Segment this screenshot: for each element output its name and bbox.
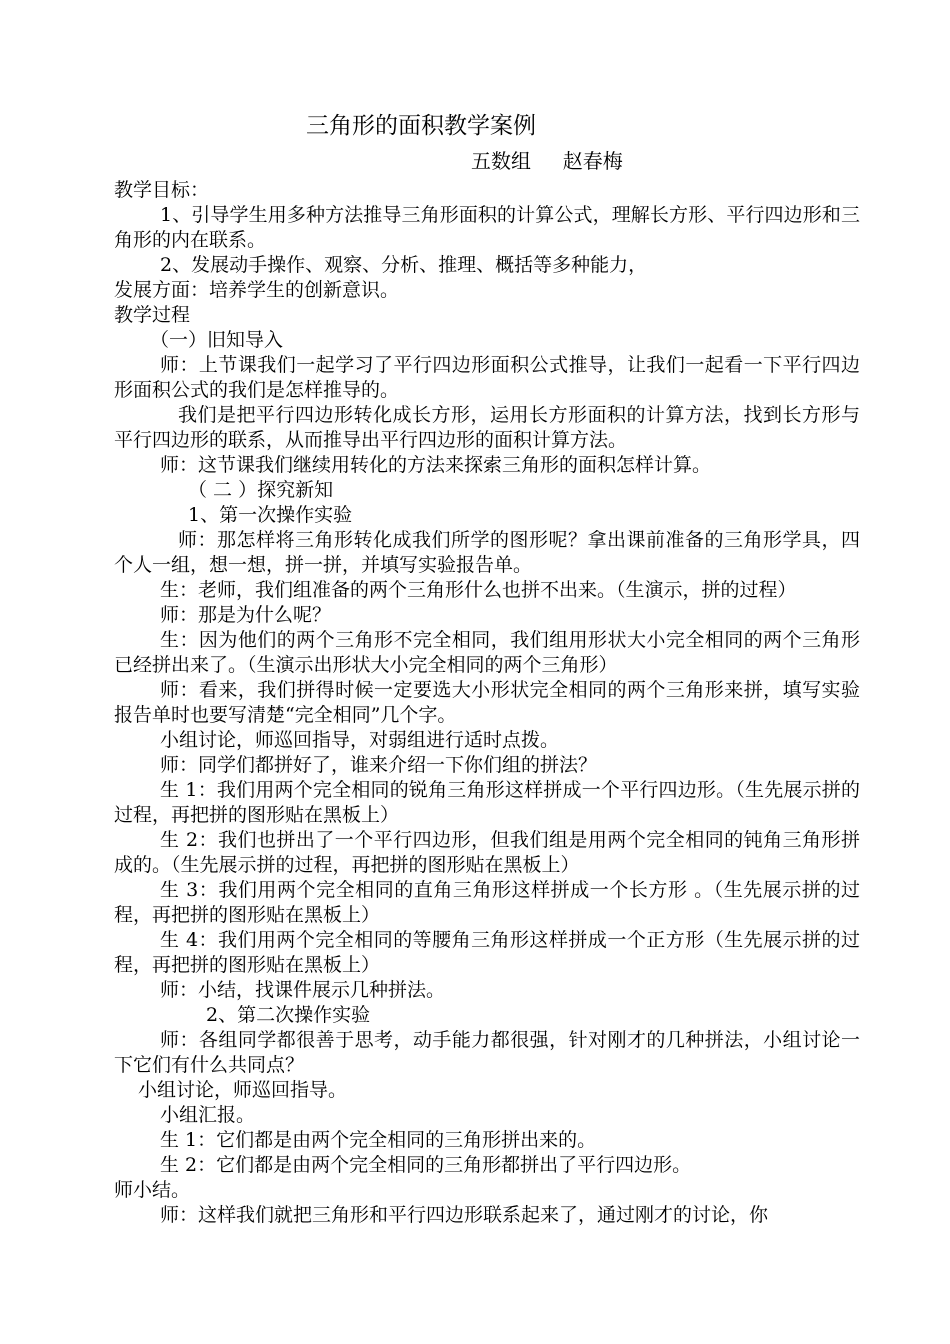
- paragraph: 师：看来，我们拼得时候一定要选大小形状完全相同的两个三角形来拼，填写实验报告单时也要写清楚“完全相同”几个字。: [114, 679, 860, 726]
- paragraph: 教学过程: [114, 304, 191, 326]
- paragraph: 师：各组同学都很善于思考，动手能力都很强，针对刚才的几种拼法，小组讨论一下它们有什么共同点？: [114, 1029, 860, 1076]
- paragraph: 师：这样我们就把三角形和平行四边形联系起来了，通过刚才的讨论，你: [160, 1204, 769, 1226]
- paragraph: 教学目标：: [114, 179, 210, 201]
- document-author: 五数组 赵春梅: [471, 149, 623, 173]
- paragraph: 1、引导学生用多种方法推导三角形面积的计算公式，理解长方形、平行四边形和三角形的内在联系。: [114, 204, 860, 251]
- paragraph: 2、发展动手操作、观察、分析、推理、概括等多种能力，: [160, 254, 648, 276]
- paragraph: 师：上节课我们一起学习了平行四边形面积公式推导，让我们一起看一下平行四边形面积公式的我们是怎样推导的。: [114, 354, 860, 401]
- document-body: [114, 108, 860, 1228]
- paragraph: 生 4：我们用两个完全相同的等腰角三角形这样拼成一个正方形（生先展示拼的过程，再把拼的图形贴在黑板上）: [114, 929, 860, 976]
- paragraph: 师小结。: [114, 1179, 191, 1201]
- paragraph: 生 2：我们也拼出了一个平行四边形，但我们组是用两个完全相同的钝角三角形拼成的。（生先展示拼的过程，再把拼的图形贴在黑板上）: [114, 829, 860, 876]
- paragraph: （一）旧知导入: [150, 329, 284, 351]
- paragraph: 小组汇报。: [160, 1104, 256, 1126]
- paragraph: 师：那怎样将三角形转化成我们所学的图形呢？拿出课前准备的三角形学具，四个人一组，想一想，拼一拼，并填写实验报告单。: [114, 529, 860, 576]
- document-title: 三角形的面积教学案例: [306, 113, 536, 139]
- paragraph: 师：小结，找课件展示几种拼法。: [160, 979, 446, 1001]
- paragraph: 师：同学们都拼好了，谁来介绍一下你们组的拼法？: [160, 754, 598, 776]
- paragraph: （ 二 ）探究新知: [188, 479, 334, 501]
- paragraph: 发展方面：培养学生的创新意识。: [114, 279, 400, 301]
- paragraph: 师：这节课我们继续用转化的方法来探索三角形的面积怎样计算。: [160, 454, 712, 476]
- paragraph: 生 1：它们都是由两个完全相同的三角形拼出来的。: [160, 1129, 597, 1151]
- paragraph: 生 1：我们用两个完全相同的锐角三角形这样拼成一个平行四边形。（生先展示拼的过程，再把拼的图形贴在黑板上）: [114, 779, 860, 826]
- paragraph-list: [114, 178, 860, 1228]
- paragraph: 生 2：它们都是由两个完全相同的三角形都拼出了平行四边形。: [160, 1154, 692, 1176]
- paragraph: 师：那是为什么呢？: [160, 604, 332, 626]
- paragraph: 1、第一次操作实验: [188, 504, 353, 526]
- paragraph: 我们是把平行四边形转化成长方形，运用长方形面积的计算方法，找到长方形与平行四边形的联系，从而推导出平行四边形的面积计算方法。: [114, 404, 860, 451]
- paragraph: 小组讨论，师巡回指导，对弱组进行适时点拨。: [160, 729, 560, 751]
- paragraph: 生 3：我们用两个完全相同的直角三角形这样拼成一个长方形 。（生先展示拼的过程，再把拼的图形贴在黑板上）: [114, 879, 860, 926]
- paragraph: 小组讨论，师巡回指导。: [138, 1079, 348, 1101]
- paragraph: 生：老师，我们组准备的两个三角形什么也拼不出来。（生演示，拼的过程）: [160, 579, 797, 601]
- paragraph: 2、第二次操作实验: [206, 1004, 371, 1026]
- paragraph: 生：因为他们的两个三角形不完全相同，我们组用形状大小完全相同的两个三角形已经拼出来了。（生演示出形状大小完全相同的两个三角形）: [114, 629, 860, 676]
